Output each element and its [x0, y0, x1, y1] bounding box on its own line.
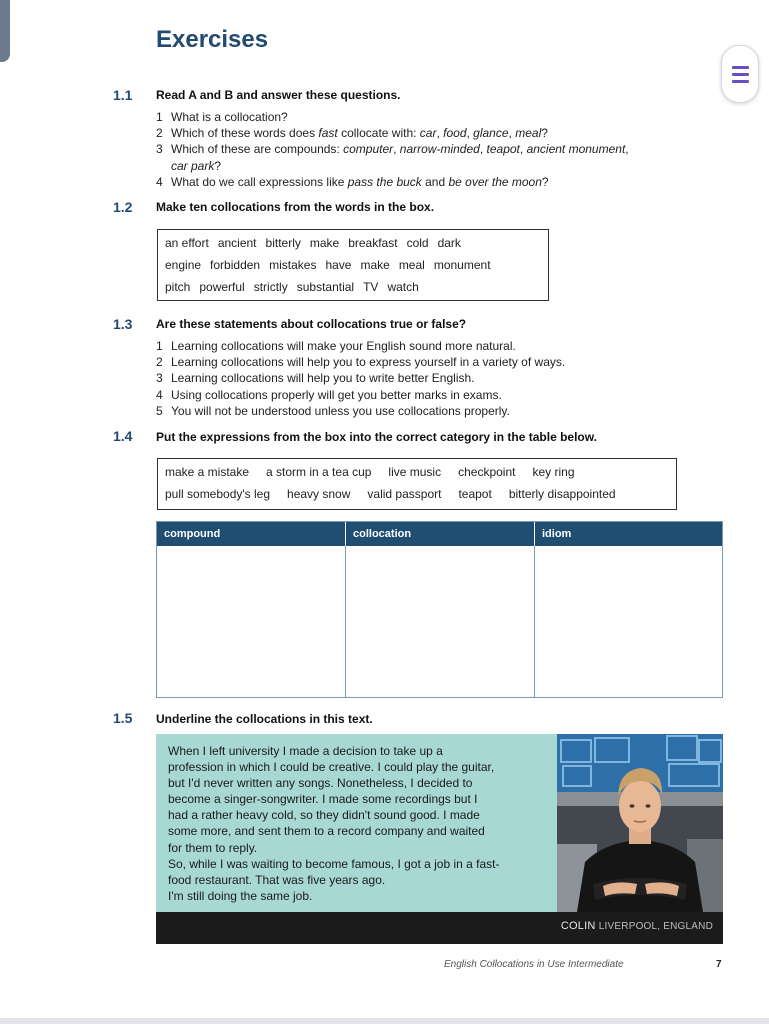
exercise-heading: Are these statements about collocations true or false?	[156, 317, 467, 331]
answer-cell-collocation[interactable]	[346, 546, 535, 697]
statement: 3 Learning collocations will help you to write better English.	[156, 371, 475, 386]
column-header-collocation: collocation	[346, 522, 535, 546]
reading-text-panel	[156, 734, 557, 912]
page-edge-tab	[0, 0, 10, 62]
reading-text: When I left university I made a decision to take up a profession in which I could be creative. I could play the guitar, but I'd never written any songs. Nonetheless, I decided to become a singer-songwriter. I made some recordings but I had a rather heavy cold, so they didn't sound good. I made some more, and sent them to a record company and waited for them to reply. So, while I was waiting to become famous, I got a job in a fast- food restaurant. That was five years ago. I'm still doing the same job.	[168, 744, 500, 903]
word-box	[157, 229, 549, 301]
exercise-heading: Make ten collocations from the words in the box.	[156, 200, 435, 214]
exercise-number: 1.4	[113, 428, 133, 444]
category-table-body	[157, 546, 722, 697]
word-box-line: engine forbidden mistakes have make meal monument	[165, 258, 491, 272]
answer-cell-compound[interactable]	[157, 546, 346, 697]
question: 2 Which of these words does fast collocate with: car, food, glance, meal?	[156, 126, 548, 141]
answer-cell-idiom[interactable]	[535, 546, 722, 697]
statement: 5 You will not be understood unless you use collocations properly.	[156, 403, 510, 418]
page-title: Exercises	[156, 26, 269, 53]
expression-box-line: make a mistake a storm in a tea cup live music checkpoint key ring	[165, 465, 575, 479]
bottom-bar	[0, 1018, 769, 1024]
exercise-number: 1.5	[113, 710, 133, 726]
column-header-compound: compound	[157, 522, 346, 546]
page-number: 7	[716, 959, 722, 970]
exercise-heading: Underline the collocations in this text.	[156, 712, 373, 726]
question: 1 What is a collocation?	[156, 110, 288, 124]
exercise-heading: Read A and B and answer these questions.	[156, 88, 401, 102]
word-box-line: an effort ancient bitterly make breakfast cold dark	[165, 236, 461, 250]
exercise-heading: Put the expressions from the box into the correct category in the table below.	[156, 430, 597, 444]
photo-caption: COLIN LIVERPOOL, ENGLAND	[560, 920, 713, 932]
category-table-header	[157, 522, 722, 546]
photo-caption-bar	[156, 912, 723, 944]
expression-box	[157, 458, 677, 510]
word-box-line: pitch powerful strictly substantial TV watch	[165, 280, 419, 294]
exercise-number: 1.1	[113, 87, 133, 103]
book-title-footer: English Collocations in Use Intermediate	[444, 959, 624, 970]
statement: 1 Learning collocations will make your English sound more natural.	[156, 339, 516, 353]
question-list	[156, 109, 676, 190]
statement-list	[156, 338, 676, 419]
exercise-number: 1.2	[113, 199, 133, 215]
column-header-idiom: idiom	[542, 528, 572, 540]
expression-box-line: pull somebody's leg heavy snow valid passport teapot bitterly disappointed	[165, 487, 616, 501]
statement: 2 Learning collocations will help you to express yourself in a variety of ways.	[156, 355, 566, 370]
question: 3 Which of these are compounds: computer, narrow-minded, teapot, ancient monument, car park?	[156, 142, 629, 173]
hamburger-menu-icon	[732, 66, 749, 69]
menu-button[interactable]	[721, 45, 759, 103]
photo-colin	[557, 734, 723, 912]
question: 4 What do we call expressions like pass the buck and be over the moon?	[156, 174, 549, 189]
person-photo-illustration	[557, 734, 723, 912]
exercise-number: 1.3	[113, 316, 133, 332]
statement: 4 Using collocations properly will get you better marks in exams.	[156, 387, 502, 402]
category-table	[156, 521, 723, 698]
